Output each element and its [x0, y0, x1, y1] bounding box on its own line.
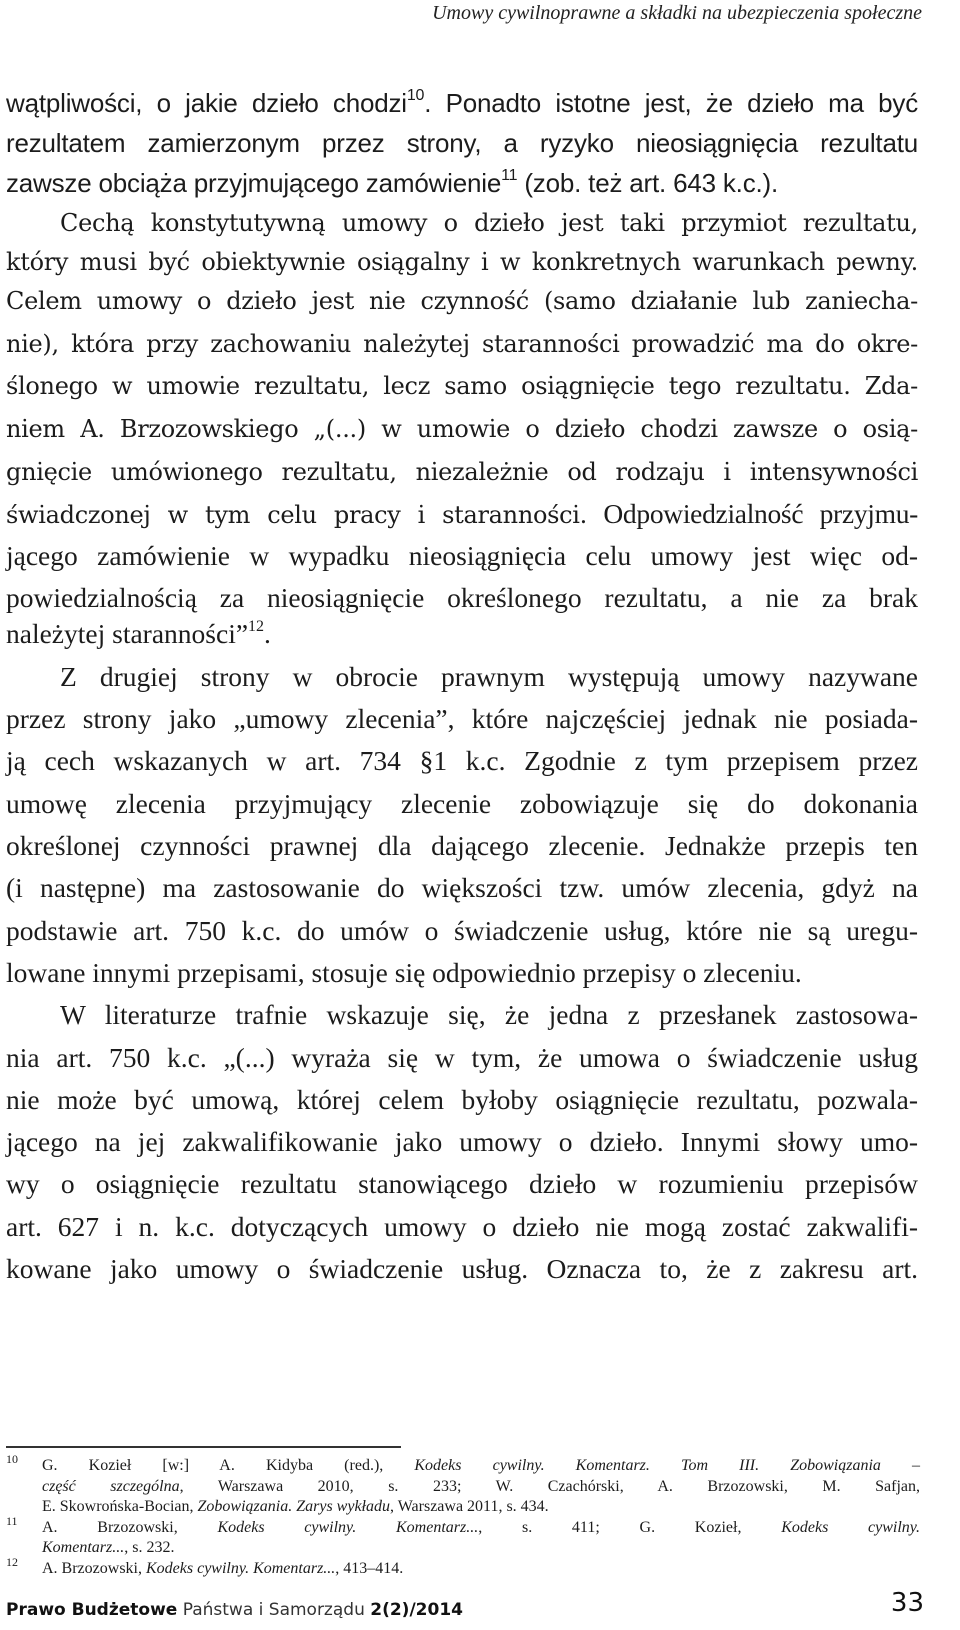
body-line: Z drugiej strony w obrocie prawnym występują umowy nazywane	[60, 661, 918, 692]
footnote-line	[42, 1497, 920, 1518]
body-line: Celem umowy o dzieło jest nie czynność (samo działanie lub zaniecha-	[6, 287, 918, 315]
body-line: wy o osiągnięcie rezultatu stanowiącego dzieło w rozumieniu przepisów	[6, 1168, 918, 1199]
body-line: nia art. 750 k.c. „(...) wyraża się w tym, że umowa o świadczenie usług	[6, 1042, 918, 1073]
text-span: , s. 411; G. Kozieł,	[478, 1518, 782, 1536]
text-span: A. Brzozowski,	[42, 1559, 146, 1577]
footnote-ref-12[interactable]: 12	[248, 617, 265, 635]
journal-issue: 2(2)/2014	[370, 1600, 463, 1620]
body-line: Cechą konstytutywną umowy o dzieło jest taki przymiot rezultatu,	[60, 209, 918, 237]
text-span: , Warszawa 2010, s. 233; W. Czachórski, A. Brzozowski, M. Safjan,	[179, 1477, 920, 1495]
footnote-ref-11[interactable]: 11	[501, 167, 518, 185]
text-span: , s. 232.	[124, 1539, 175, 1556]
text-span: G. Kozieł [w:] A. Kidyba (red.),	[42, 1457, 415, 1474]
body-line: niem A. Brzozowskiego „(...) w umowie o dzieło chodzi zawsze o osią-	[6, 415, 918, 443]
body-line: który musi być obiektywnie osiągalny i w konkretnych warunkach pewny.	[6, 248, 918, 276]
body-line: powiedzialnością za nieosiągnięcie określonego rezultatu, a nie za brak	[6, 582, 918, 613]
text-span: . Ponadto istotne jest, że dzieło ma być	[424, 88, 918, 118]
text-span: A. Brzozowski,	[42, 1518, 218, 1536]
text-span: część szczególna	[42, 1477, 180, 1495]
body-line: ślonego w umowie rezultatu, lecz samo osiągnięcie tego rezultatu. Zda-	[6, 372, 918, 400]
footnote-line	[42, 1456, 920, 1477]
footnote-line	[42, 1538, 920, 1559]
body-line	[6, 86, 918, 120]
footnote-line	[42, 1559, 920, 1580]
footnote-line	[42, 1518, 920, 1539]
footnote-divider	[6, 1446, 401, 1448]
journal-footer	[6, 1600, 463, 1620]
text-span: , Warszawa 2011, s. 434.	[390, 1498, 549, 1515]
text-span: należytej staranności”	[6, 618, 249, 649]
page-number: 33	[890, 1588, 924, 1618]
body-line: nie może być umową, której celem byłoby osiągnięcie rezultatu, pozwala-	[6, 1084, 918, 1115]
text-span: Kodeks cywilny. Komentarz...	[217, 1518, 479, 1536]
body-line	[6, 166, 918, 200]
body-line: określonej czynności prawnej dla dającego zlecenie. Jednakże przepis ten	[6, 830, 918, 861]
body-line: nie), która przy zachowaniu należytej staranności prowadzić ma do okre-	[6, 330, 918, 358]
text-span: Kodeks cywilny. Komentarz...	[145, 1559, 336, 1577]
body-line: W literaturze trafnie wskazuje się, że jedna z przesłanek zastosowa-	[60, 999, 918, 1030]
text-span: Zobowiązania. Zarys wykładu	[197, 1498, 390, 1515]
footnote-ref-10[interactable]: 10	[406, 87, 425, 105]
body-line: art. 627 i n. k.c. dotyczących umowy o dzieło nie mogą zostać zakwalifi-	[6, 1211, 918, 1242]
footnote-number: 10	[6, 1452, 18, 1466]
body-line	[6, 617, 918, 651]
text-span: Kodeks cywilny.	[781, 1518, 921, 1536]
journal-brand: Prawo Budżetowe	[6, 1600, 178, 1620]
text-span: świadczonej w tym celu pracy i staranności.	[6, 501, 588, 529]
body-line: lowane innymi przepisami, stosuje się odpowiednio przepisy o zleceniu.	[6, 957, 802, 988]
footnote-number: 11	[6, 1513, 18, 1528]
body-line: kowane jako umowy o świadczenie usług. Oznacza to, że z zakresu art.	[6, 1253, 918, 1284]
text-span: Kodeks cywilny. Komentarz. Tom III. Zobowiązania –	[414, 1457, 920, 1474]
body-line: przez strony jako „umowy zlecenia”, które najczęściej jednak nie posiada-	[6, 703, 918, 734]
text-span: .	[264, 618, 271, 649]
text-span: (zob. też art. 643 k.c.).	[517, 168, 779, 198]
footnote-line	[42, 1477, 920, 1498]
footnote-number: 12	[6, 1554, 18, 1569]
running-header: Umowy cywilnoprawne a składki na ubezpieczenia społeczne	[432, 2, 922, 24]
body-line: (i następne) ma zastosowanie do większości tzw. umów zlecenia, gdyż na	[6, 872, 918, 903]
body-line: gnięcie umówionego rezultatu, niezależnie od rodzaju i intensywności	[6, 458, 918, 486]
body-line: rezultatem zamierzonym przez strony, a ryzyko nieosiągnięcia rezultatu	[6, 128, 918, 158]
body-line: jącego zamówienie w wypadku nieosiągnięcia celu umowy jest więc od-	[6, 540, 918, 571]
text-span: zawsze obciąża przyjmującego zamówienie	[6, 168, 502, 198]
text-span: , 413–414.	[335, 1559, 404, 1577]
body-line: umowę zlecenia przyjmujący zlecenie zobowiązuje się do dokonania	[6, 788, 918, 819]
text-span: wątpliwości, o jakie dzieło chodzi	[6, 88, 407, 118]
body-line: podstawie art. 750 k.c. do umów o świadczenie usług, które nie są uregu-	[6, 915, 918, 946]
body-line: ją cech wskazanych w art. 734 §1 k.c. Zgodnie z tym przepisem przez	[6, 745, 918, 776]
body-line: jącego na jej zakwalifikowanie jako umowy o dzieło. Innymi słowy umo-	[6, 1126, 918, 1157]
text-span: Odpowiedzialność przyjmu-	[587, 498, 919, 529]
journal-subtitle: Państwa i Samorządu	[182, 1600, 365, 1620]
text-span: Komentarz...	[42, 1539, 125, 1556]
text-span: E. Skowrońska-Bocian,	[42, 1498, 198, 1515]
body-line	[6, 497, 918, 532]
